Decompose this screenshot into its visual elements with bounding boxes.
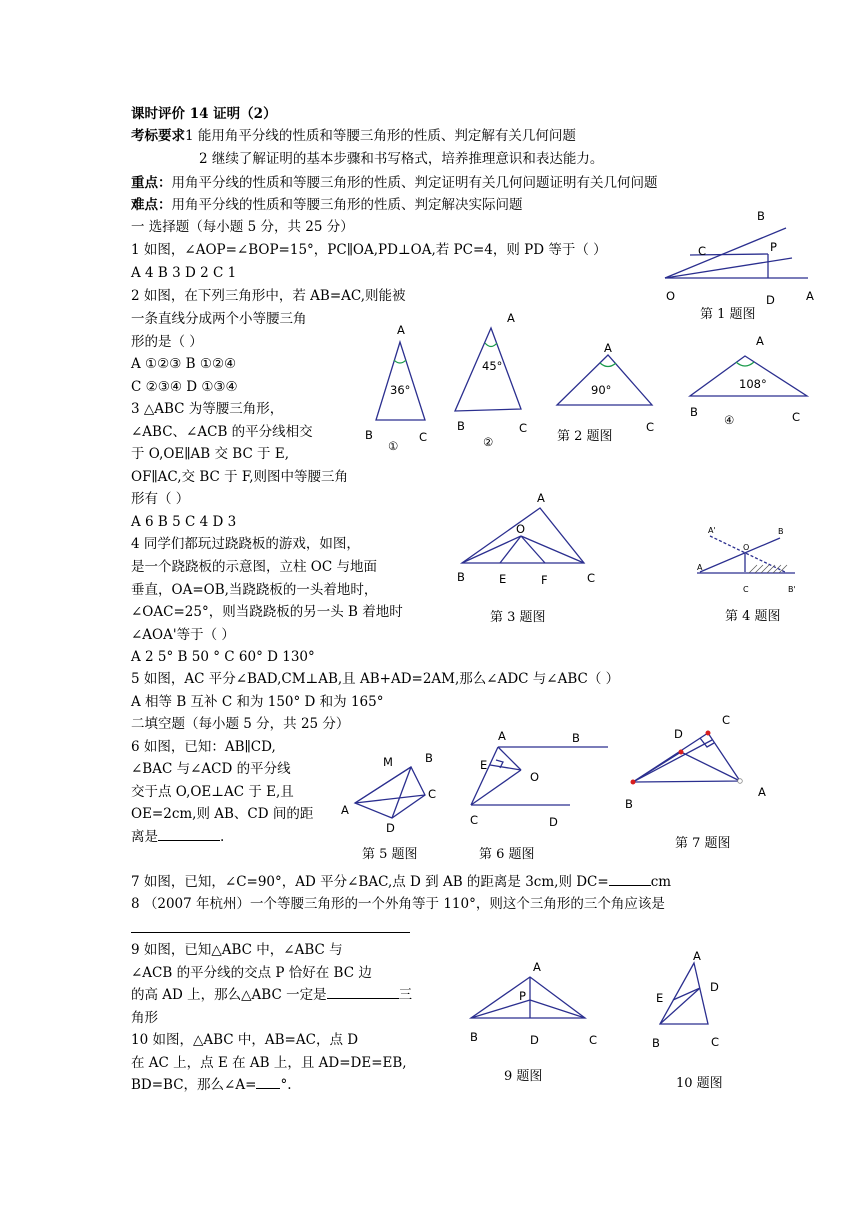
q6-line: 6 如图，已知：AB∥CD,	[131, 739, 276, 755]
q7-pre: 7 如图，已知，∠C=90°，AD 平分∠BAC,点 D 到 AB 的距离是 3cm,则 DC=	[131, 874, 609, 890]
figure-4	[697, 536, 795, 573]
fig7-caption: 第 7 题图	[675, 836, 731, 851]
fig3-label: A	[537, 491, 545, 505]
key-point-text: 用角平分线的性质和等腰三角形的性质、判定证明有关几何问题证明有关几何问题	[171, 175, 658, 191]
q10-pre: BD=BC，那么∠A=	[131, 1077, 257, 1093]
q4-line: 垂直，OA=OB,当跷跷板的一头着地时，	[131, 582, 378, 598]
fig7-label: D	[674, 727, 683, 741]
figure-9	[471, 977, 585, 1018]
fig5-label: D	[386, 821, 395, 835]
fig2-label: C	[419, 430, 428, 444]
fig9-label: A	[533, 960, 541, 974]
fig2-label: A	[756, 334, 764, 348]
q7-post: cm	[650, 874, 672, 890]
q6-last: 离是	[131, 829, 158, 845]
fig6-label: O	[530, 770, 540, 784]
fig7-label: B	[625, 797, 633, 811]
q2-option-ab: A ①②③ B ①②④	[131, 356, 237, 372]
fig6-caption: 第 6 题图	[479, 847, 535, 862]
fig2-label: C	[519, 421, 528, 435]
fig10-label: B	[652, 1036, 660, 1050]
fig3-label: O	[516, 522, 526, 536]
fig9-label: D	[530, 1033, 539, 1047]
fig2-label: C	[792, 410, 801, 424]
fig1-label: B	[757, 209, 765, 223]
q2-line: 2 如图，在下列三角形中，若 AB=AC,则能被	[131, 288, 406, 304]
fig1-label: D	[766, 293, 775, 307]
fig1-label: C	[698, 244, 707, 258]
requirement-2: 2 继续了解证明的基本步骤和书写格式，培养推理意识和表达能力。	[199, 151, 604, 167]
fig2-angle: 36°	[390, 383, 411, 397]
fig6-label: A	[498, 729, 506, 743]
q3-options: A 6 B 5 C 4 D 3	[131, 514, 237, 530]
requirement-label: 考标要求	[131, 128, 185, 144]
q5-stem: 5 如图，AC 平分∠BAD,CM⊥AB,且 AB+AD=2AM,那么∠ADC 与∠ABC（ ）	[131, 671, 620, 687]
q4-line: ∠AOA'等于（ ）	[131, 627, 235, 643]
fig4-label: B	[778, 527, 784, 536]
section1-title: 一 选择题（每小题 5 分，共 25 分）	[131, 219, 354, 235]
fig9-label: P	[519, 989, 526, 1003]
page-title: 课时评价 14 证明（2）	[131, 106, 277, 122]
fig2-number: ④	[724, 413, 735, 427]
fig10-label: C	[711, 1035, 720, 1049]
q6-line: ∠BAC 与∠ACD 的平分线	[131, 761, 291, 777]
fig2-number: ①	[388, 439, 399, 453]
fig3-caption: 第 3 题图	[490, 610, 546, 625]
fig10-label: D	[710, 980, 719, 994]
fig3-label: F	[541, 573, 548, 587]
section2-title: 二填空题（每小题 5 分，共 25 分）	[131, 716, 350, 732]
figure-6	[471, 747, 608, 805]
fig2-angle: 108°	[739, 377, 767, 391]
q1-options: A 4 B 3 D 2 C 1	[131, 265, 237, 281]
q6-line: OE=2cm,则 AB、CD 间的距	[131, 806, 314, 822]
q3-line: 形有（ ）	[131, 491, 190, 507]
q4-line: 是一个跷跷板的示意图，立柱 OC 与地面	[131, 559, 377, 575]
fig7-label: C	[722, 713, 731, 727]
fig5-label: A	[341, 803, 349, 817]
q3-line: OF∥AC,交 BC 于 F,则图中等腰三角	[131, 469, 348, 485]
fig9-label: B	[470, 1030, 478, 1044]
fig4-label: B'	[788, 585, 796, 594]
fig10-label: A	[693, 949, 701, 963]
difficult-point-text: 用角平分线的性质和等腰三角形的性质、判定解决实际问题	[171, 197, 523, 213]
fig9-label: C	[589, 1033, 598, 1047]
q4-line: ∠OAC=25°，则当跷跷板的另一头 B 着地时	[131, 604, 403, 620]
fig7-label: A	[758, 785, 766, 799]
fig5-label: B	[425, 751, 433, 765]
fig1-label: P	[770, 240, 777, 254]
fig1-caption: 第 1 题图	[700, 307, 756, 322]
figure-2	[376, 328, 807, 420]
q9-line: 9 如图，已知△ABC 中，∠ABC 与	[131, 942, 343, 958]
figure-10	[660, 963, 708, 1024]
q2-option-cd: C ②③④ D ①③④	[131, 379, 238, 395]
q10-line: 在 AC 上，点 E 在 AB 上，且 AD=DE=EB,	[131, 1055, 407, 1071]
fig3-label: E	[499, 572, 507, 586]
fig4-label: A	[697, 563, 703, 572]
q5-options: A 相等 B 互补 C 和为 150° D 和为 165°	[131, 694, 384, 710]
fig2-number: ②	[483, 435, 494, 449]
fig10-label: E	[656, 991, 664, 1005]
fig3-label: C	[587, 571, 596, 585]
requirement-1: 1 能用角平分线的性质和等腰三角形的性质、判定解有关几何问题	[185, 128, 576, 144]
fig1-label: A	[806, 289, 814, 303]
q4-options: A 2 5° B 50 ° C 60° D 130°	[131, 649, 315, 665]
figure-5	[355, 767, 425, 818]
q6-line: 交于点 O,OE⊥AC 于 E,且	[131, 784, 294, 800]
q9-line: ∠ACB 的平分线的交点 P 恰好在 BC 边	[131, 965, 372, 981]
q3-line: 3 △ABC 为等腰三角形，	[131, 401, 284, 417]
q9-post: 三	[398, 987, 413, 1003]
fig9-caption: 9 题图	[504, 1069, 543, 1084]
q10-line: 10 如图，△ABC 中，AB=AC，点 D	[131, 1032, 359, 1048]
fig6-label: B	[572, 731, 580, 745]
fig2-label: B	[690, 405, 698, 419]
fig6-label: C	[470, 813, 479, 827]
fig5-label: C	[428, 787, 437, 801]
fig6-label: D	[549, 815, 558, 829]
fig2-label: A	[604, 341, 612, 355]
fig4-label: O	[743, 543, 750, 552]
key-point-label: 重点：	[131, 175, 172, 191]
fig2-angle: 90°	[591, 383, 612, 397]
fig4-caption: 第 4 题图	[725, 609, 781, 624]
q3-line: 于 O,OE∥AB 交 BC 于 E,	[131, 446, 289, 462]
fig2-caption: 第 2 题图	[557, 429, 613, 444]
fig4-label: A'	[708, 526, 716, 535]
fig2-label: C	[646, 420, 655, 434]
fig2-label: B	[365, 428, 373, 442]
fig2-label: A	[507, 311, 515, 325]
q2-line: 一条直线分成两个小等腰三角	[131, 311, 307, 327]
angle-arcs	[394, 343, 754, 367]
q2-line: 形的是（ ）	[131, 334, 203, 350]
fig6-label: E	[480, 758, 488, 772]
fig5-label: M	[383, 755, 393, 769]
q4-line: 4 同学们都玩过跷跷板的游戏，如图，	[131, 536, 360, 552]
ground-hatching	[749, 565, 787, 573]
fig2-label: A	[397, 323, 405, 337]
q6-answer-line: 离是 .	[131, 829, 225, 845]
fig5-caption: 第 5 题图	[362, 847, 418, 862]
q9-last: 角形	[131, 1010, 158, 1026]
q10-post: °.	[280, 1077, 292, 1093]
fig4-label: C	[743, 585, 749, 594]
fig3-label: B	[457, 570, 465, 584]
fig10-caption: 10 题图	[676, 1076, 723, 1091]
difficult-point-label: 难点：	[131, 197, 172, 213]
figure-7	[633, 733, 740, 782]
fig2-label: B	[457, 419, 465, 433]
q1-stem: 1 如图，∠AOP=∠BOP=15°，PC∥OA,PD⊥OA,若 PC=4，则 PD 等于（ ）	[131, 242, 607, 258]
fig1-label: O	[666, 289, 676, 303]
fig2-angle: 45°	[482, 359, 503, 373]
point-marker	[738, 779, 743, 784]
figure-1	[665, 228, 808, 278]
q3-line: ∠ABC、∠ACB 的平分线相交	[131, 424, 313, 440]
q8-stem: 8 （2007 年杭州）一个等腰三角形的一个外角等于 110°，则这个三角形的三个角应该是	[131, 896, 665, 912]
q9-pre: 的高 AD 上，那么△ABC 一定是	[131, 987, 327, 1003]
